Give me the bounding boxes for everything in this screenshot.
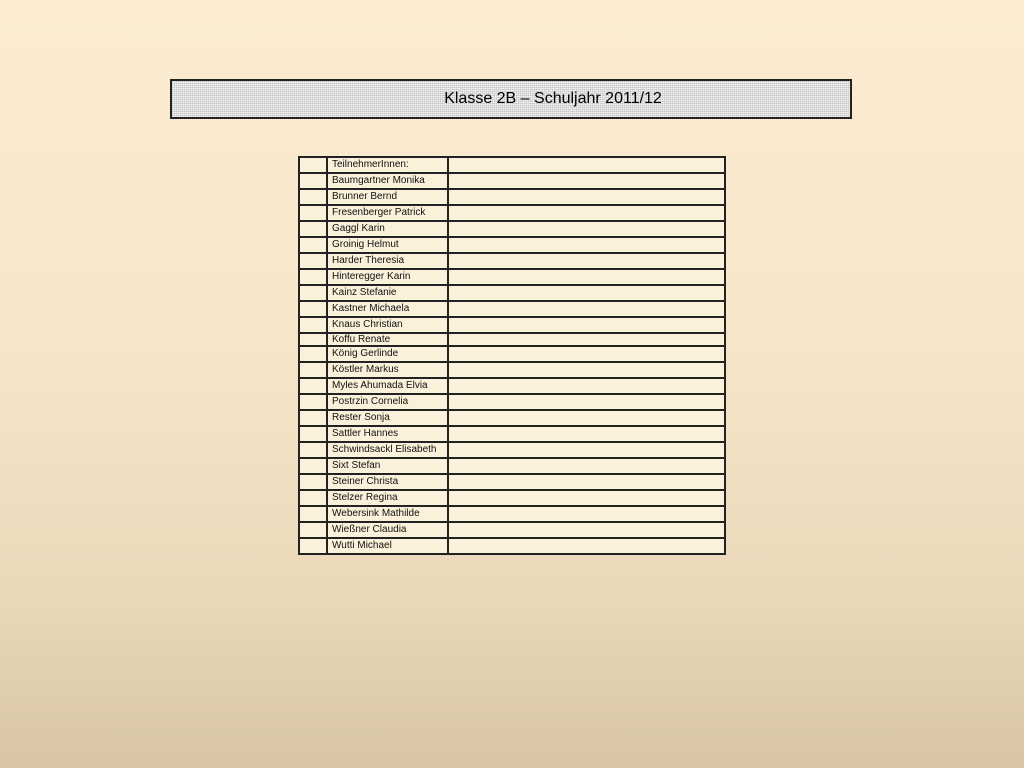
number-cell [299,458,327,474]
blank-cell [448,253,725,269]
blank-cell [448,394,725,410]
number-cell [299,442,327,458]
blank-cell [448,346,725,362]
table-row [299,285,725,301]
number-cell [299,317,327,333]
number-cell [299,538,327,554]
blank-cell [448,538,725,554]
number-cell [299,490,327,506]
table-row [299,362,725,378]
participant-name: Postrzin Cornelia [327,394,448,410]
blank-cell [448,317,725,333]
participant-name: Wutti Michael [327,538,448,554]
blank-cell [448,189,725,205]
blank-cell [448,410,725,426]
table-row [299,221,725,237]
number-cell [299,522,327,538]
number-cell [299,301,327,317]
number-cell [299,394,327,410]
number-cell [299,378,327,394]
table-row [299,269,725,285]
participant-name: Schwindsackl Elisabeth [327,442,448,458]
participant-name: Gaggl Karin [327,221,448,237]
number-cell [299,426,327,442]
number-cell [299,237,327,253]
blank-cell [448,362,725,378]
table-row [299,490,725,506]
blank-cell [448,490,725,506]
participant-name: Myles Ahumada Elvia [327,378,448,394]
table-row [299,333,725,346]
blank-cell [448,474,725,490]
table-row [299,253,725,269]
table-row [299,173,725,189]
blank-cell [448,285,725,301]
title-banner [170,79,852,119]
participant-name: Knaus Christian [327,317,448,333]
blank-cell [448,301,725,317]
participant-name: Wießner Claudia [327,522,448,538]
participant-name: Köstler Markus [327,362,448,378]
table-row [299,506,725,522]
number-cell [299,285,327,301]
table-header-row [299,157,725,173]
header-cell: TeilnehmerInnen: [327,157,448,173]
participant-name: Sattler Hannes [327,426,448,442]
number-cell [299,506,327,522]
blank-cell [448,237,725,253]
participant-name: Hinteregger Karin [327,269,448,285]
number-cell [299,253,327,269]
blank-cell [448,157,725,173]
table-row [299,426,725,442]
table-row [299,394,725,410]
number-cell [299,362,327,378]
participant-name: Harder Theresia [327,253,448,269]
number-cell [299,474,327,490]
blank-cell [448,378,725,394]
number-cell [299,410,327,426]
number-cell [299,157,327,173]
participant-name: Sixt Stefan [327,458,448,474]
blank-cell [448,458,725,474]
participant-name: Baumgartner Monika [327,173,448,189]
number-cell [299,221,327,237]
blank-cell [448,426,725,442]
table-row [299,458,725,474]
blank-cell [448,522,725,538]
participant-name: Koffu Renate [327,333,448,346]
blank-cell [448,205,725,221]
blank-cell [448,333,725,346]
number-cell [299,269,327,285]
table-row [299,474,725,490]
page-title: Klasse 2B – Schuljahr 2011/12 [444,90,662,107]
table-row [299,410,725,426]
table-row [299,237,725,253]
blank-cell [448,221,725,237]
table-row [299,522,725,538]
blank-cell [448,506,725,522]
table-row [299,317,725,333]
table-row [299,301,725,317]
participant-name: Kainz Stefanie [327,285,448,301]
blank-cell [448,269,725,285]
table-row [299,346,725,362]
table-row [299,538,725,554]
number-cell [299,189,327,205]
table-row [299,189,725,205]
participant-name: Groinig Helmut [327,237,448,253]
table-row [299,378,725,394]
participant-name: Rester Sonja [327,410,448,426]
table-row [299,205,725,221]
blank-cell [448,442,725,458]
participant-name: Kastner Michaela [327,301,448,317]
participant-name: Brunner Bernd [327,189,448,205]
participants-table [298,156,726,555]
participant-name: Fresenberger Patrick [327,205,448,221]
blank-cell [448,173,725,189]
participant-name: Stelzer Regina [327,490,448,506]
number-cell [299,173,327,189]
number-cell [299,205,327,221]
participant-name: König Gerlinde [327,346,448,362]
number-cell [299,333,327,346]
table-row [299,442,725,458]
participant-name: Webersink Mathilde [327,506,448,522]
participant-name: Steiner Christa [327,474,448,490]
number-cell [299,346,327,362]
